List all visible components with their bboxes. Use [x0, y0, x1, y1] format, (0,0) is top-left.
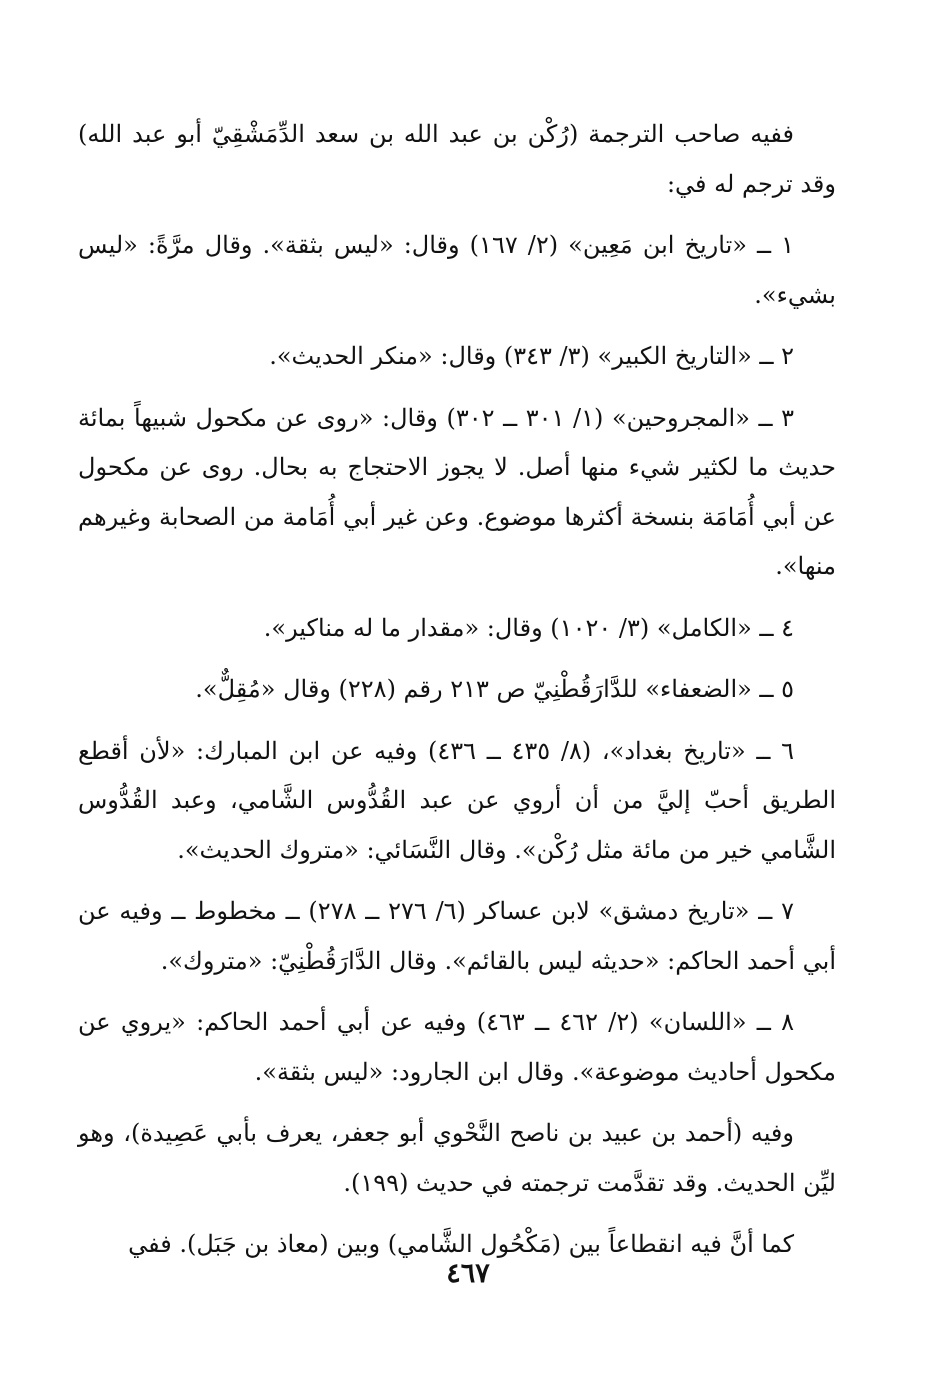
disconnection-paragraph: كما أنَّ فيه انقطاعاً بين (مَكْحُول الشَّامي) وبين (معاذ بن جَبَل). ففي — [128, 1230, 794, 1258]
page-body — [78, 110, 836, 1282]
reference-item-3: ٣ ــ «المجروحين» (١/ ٣٠١ ــ ٣٠٢) وقال: «روى عن مكحول شبيهاً بمائة حديث ما لكثير شيء منها أصل. لا يجوز الاحتجاج به بحال. روى عن مكحول عن أبي أُمَامَة بنسخة أكثرها موضوع. وعن غير أبي أُمَامة من الصحابة وغيرهم منها». — [78, 403, 836, 580]
reference-item-2: ٢ ــ «التاريخ الكبير» (٣/ ٣٤٣) وقال: «منكر الحديث». — [269, 342, 794, 370]
reference-item-6: ٦ ــ «تاريخ بغداد»، (٨/ ٤٣٥ ــ ٤٣٦) وفيه عن ابن المبارك: «لأن أقطع الطريق أحبّ إليَّ من أن أروي عن عبد القُدُّوس الشَّامي، وعبد القُدُّوس الشَّامي خير من مائة مثل رُكْن». وقال النَّسَائي: «متروك الحديث». — [78, 736, 836, 864]
reference-item-8: ٨ ــ «اللسان» (٢/ ٤٦٢ ــ ٤٦٣) وفيه عن أبي أحمد الحاكم: «يروي عن مكحول أحاديث موضوعة». وقال ابن الجارود: «ليس بثقة». — [78, 1008, 836, 1086]
page-number: ٤٦٧ — [446, 1258, 490, 1289]
second-narrator-paragraph: وفيه (أحمد بن عبيد بن ناصح النَّحْوي أبو جعفر، يعرف بأبي عَصِيدة)، وهو ليِّن الحديث. وقد تقدَّمت ترجمته في حديث (١٩٩). — [78, 1119, 836, 1197]
reference-item-5: ٥ ــ «الضعفاء» للدَّارَقُطْنِيّ ص ٢١٣ رقم (٢٢٨) وقال «مُقِلٌّ». — [195, 675, 794, 703]
reference-item-7: ٧ ــ «تاريخ دمشق» لابن عساكر (٦/ ٢٧٦ ــ ٢٧٨) ــ مخطوط ــ وفيه عن أبي أحمد الحاكم: «حديثه ليس بالقائم». وقال الدَّارَقُطْنِيّ: «متروك». — [78, 897, 836, 975]
intro-paragraph: ففيه صاحب الترجمة (رُكْن بن عبد الله بن سعد الدِّمَشْقِيّ أبو عبد الله) وقد ترجم له في: — [78, 120, 836, 198]
reference-item-1: ١ ــ «تاريخ ابن مَعِين» (٢/ ١٦٧) وقال: «ليس بثقة». وقال مرَّةً: «ليس بشيء». — [78, 231, 836, 309]
reference-item-4: ٤ ــ «الكامل» (٣/ ١٠٢٠) وقال: «مقدار ما له مناكير». — [263, 613, 794, 642]
